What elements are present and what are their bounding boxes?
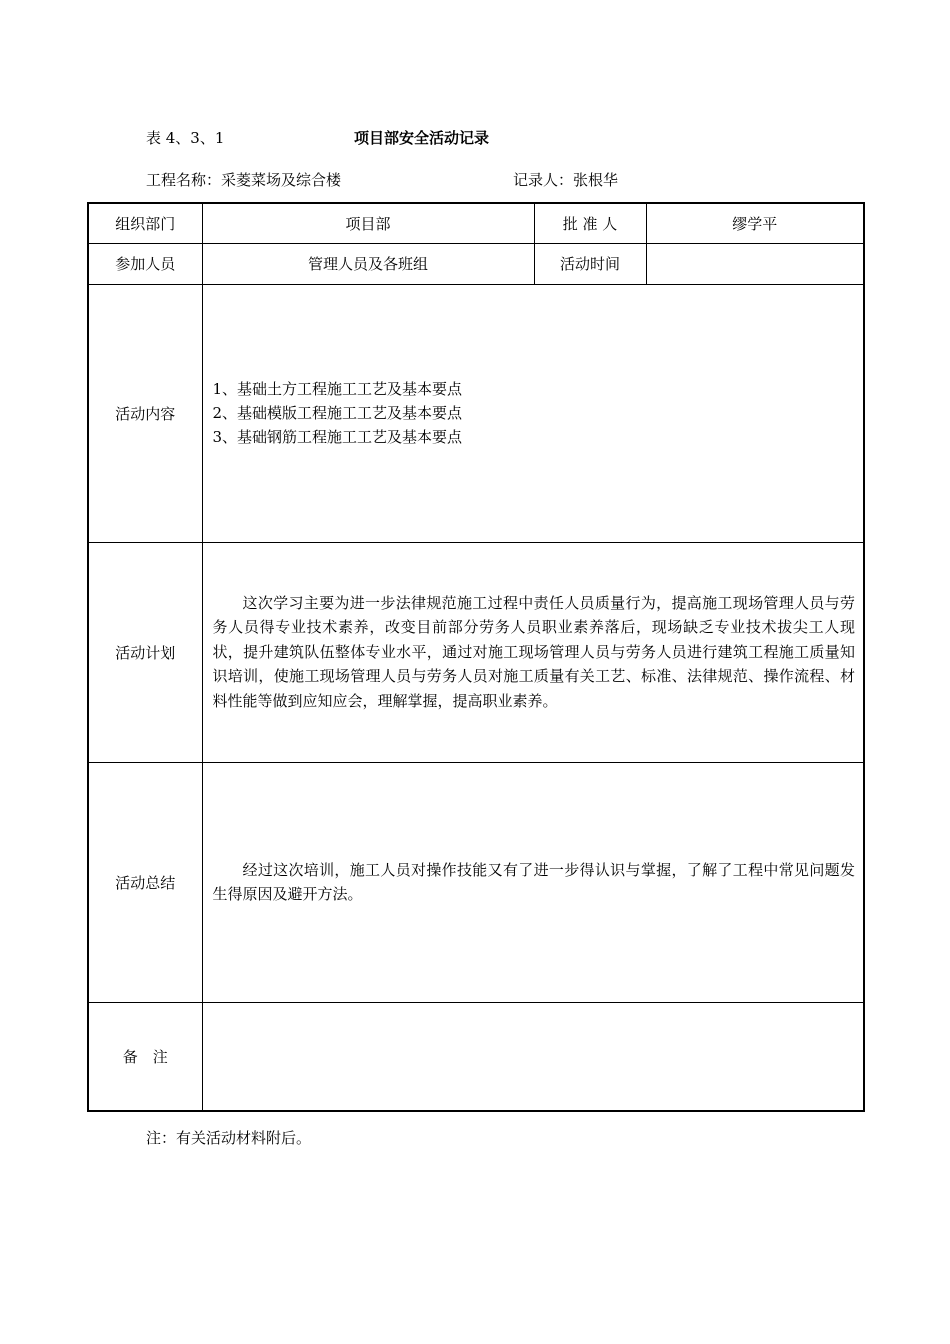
approver-value: 缪学平 <box>646 203 864 243</box>
plan-label: 活动计划 <box>88 542 202 762</box>
table-number: 表 4、3、1 <box>146 129 225 147</box>
content-item: 3、基础钢筋工程施工工艺及基本要点 <box>212 428 463 446</box>
time-value <box>646 243 864 284</box>
plan-text: 这次学习主要为进一步法律规范施工过程中责任人员质量行为，提高施工现场管理人员与劳务人员得专业技术素养，改变目前部分劳务人员职业素养落后，现场缺乏专业技术拔尖工人现状，提升建筑队伍整体专业水平，通过对施工现场管理人员与劳务人员进行建筑工程施工质量知识培训，使施工现场管理人员与劳务人员对施工质量有关工艺、标准、法律规范、操作流程、材料性能等做到应知应会，理解掌握，提高职业素养。 <box>202 542 864 762</box>
summary-label: 活动总结 <box>88 762 202 1002</box>
footer-note: 注：有关活动材料附后。 <box>146 1129 312 1147</box>
org-label: 组织部门 <box>88 203 202 243</box>
remarks-label: 备 注 <box>88 1002 202 1111</box>
table-row-organizer <box>88 203 864 243</box>
approver-label: 批 准 人 <box>534 203 646 243</box>
participants-label: 参加人员 <box>88 243 202 284</box>
participants-value: 管理人员及各班组 <box>202 243 534 284</box>
table-row-participants <box>88 243 864 284</box>
content-item: 2、基础模版工程施工工艺及基本要点 <box>212 404 463 422</box>
content-item: 1、基础土方工程施工工艺及基本要点 <box>212 380 463 398</box>
table-row-content <box>88 284 864 542</box>
time-label: 活动时间 <box>534 243 646 284</box>
activity-record-table <box>87 202 865 1112</box>
recorder: 记录人：张根华 <box>513 171 619 189</box>
table-row-summary <box>88 762 864 1002</box>
content-list <box>202 284 864 542</box>
table-row-remarks <box>88 1002 864 1111</box>
content-label: 活动内容 <box>88 284 202 542</box>
summary-text: 经过这次培训，施工人员对操作技能又有了进一步得认识与掌握，了解了工程中常见问题发生得原因及避开方法。 <box>202 762 864 1002</box>
project-name: 工程名称：采菱菜场及综合楼 <box>146 171 342 189</box>
org-value: 项目部 <box>202 203 534 243</box>
remarks-value <box>202 1002 864 1111</box>
table-row-plan <box>88 542 864 762</box>
page-title: 项目部安全活动记录 <box>354 129 490 147</box>
